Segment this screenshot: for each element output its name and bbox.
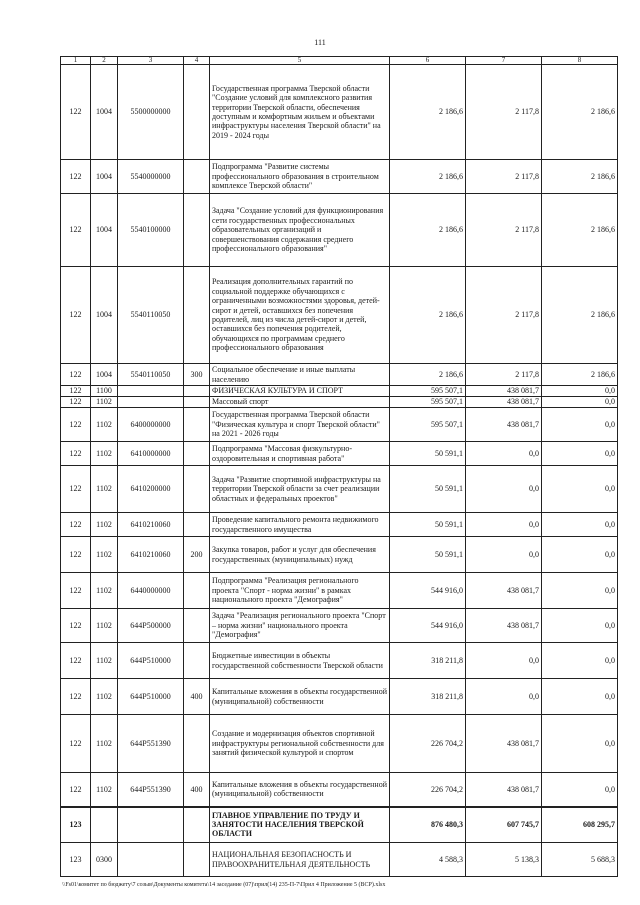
table-row	[61, 643, 618, 679]
table-row	[61, 773, 618, 807]
code-section: 1102	[91, 643, 118, 679]
table-row	[61, 267, 618, 364]
amount-col8: 2 186,6	[542, 160, 618, 194]
amount-col6: 595 507,1	[390, 408, 466, 442]
col-number: 3	[118, 57, 184, 65]
code-target: 644Р551390	[118, 715, 184, 773]
code-target: 644Р510000	[118, 643, 184, 679]
amount-col8: 0,0	[542, 466, 618, 513]
code-section: 1102	[91, 537, 118, 573]
code-target: 6400000000	[118, 408, 184, 442]
code-target: 5540110050	[118, 364, 184, 386]
code-expense-type	[184, 160, 210, 194]
code-expense-type	[184, 715, 210, 773]
amount-col6: 2 186,6	[390, 65, 466, 160]
col-number: 8	[542, 57, 618, 65]
item-name: Задача "Реализация регионального проекта "Спорт – норма жизни" национального проекта "Демография"	[210, 609, 390, 643]
code-section: 1102	[91, 513, 118, 537]
code-section: 1102	[91, 408, 118, 442]
code-expense-type	[184, 513, 210, 537]
item-name: ГЛАВНОЕ УПРАВЛЕНИЕ ПО ТРУДУ И ЗАНЯТОСТИ НАСЕЛЕНИЯ ТВЕРСКОЙ ОБЛАСТИ	[210, 807, 390, 843]
col-number: 1	[61, 57, 91, 65]
code-target: 6410200000	[118, 466, 184, 513]
code-admin: 122	[61, 386, 91, 397]
item-name: Социальное обеспечение и иные выплаты населению	[210, 364, 390, 386]
amount-col6: 50 591,1	[390, 442, 466, 466]
amount-col7: 438 081,7	[466, 773, 542, 807]
code-expense-type	[184, 194, 210, 267]
amount-col6: 595 507,1	[390, 397, 466, 408]
code-admin: 122	[61, 715, 91, 773]
amount-col6: 318 211,8	[390, 643, 466, 679]
item-name: Государственная программа Тверской области "Создание условий для комплексного развития территории Тверской области, обеспечения доступным и комфортным жильем и объектами инфраструктуры населения Тверской области" на 2019 - 2024 годы	[210, 65, 390, 160]
code-section: 0300	[91, 843, 118, 877]
amount-col7: 2 117,8	[466, 267, 542, 364]
code-admin: 122	[61, 679, 91, 715]
code-target	[118, 386, 184, 397]
code-section	[91, 807, 118, 843]
code-section: 1102	[91, 609, 118, 643]
code-expense-type	[184, 466, 210, 513]
code-admin: 122	[61, 194, 91, 267]
amount-col7: 0,0	[466, 442, 542, 466]
amount-col8: 0,0	[542, 537, 618, 573]
code-expense-type	[184, 643, 210, 679]
table-row	[61, 442, 618, 466]
amount-col8: 0,0	[542, 609, 618, 643]
amount-col7: 0,0	[466, 679, 542, 715]
amount-col8: 0,0	[542, 397, 618, 408]
code-admin: 122	[61, 466, 91, 513]
col-number: 2	[91, 57, 118, 65]
amount-col6: 544 916,0	[390, 573, 466, 609]
amount-col6: 50 591,1	[390, 466, 466, 513]
item-name: Проведение капитального ремонта недвижимого государственного имущества	[210, 513, 390, 537]
amount-col6: 595 507,1	[390, 386, 466, 397]
code-target: 6410210060	[118, 513, 184, 537]
item-name: Подпрограмма "Реализация регионального проекта "Спорт - норма жизни" в рамках национального проекта "Демография"	[210, 573, 390, 609]
amount-col8: 2 186,6	[542, 267, 618, 364]
code-section: 1004	[91, 194, 118, 267]
code-target: 5540100000	[118, 194, 184, 267]
table-row	[61, 160, 618, 194]
code-expense-type	[184, 843, 210, 877]
amount-col8: 0,0	[542, 715, 618, 773]
code-target	[118, 843, 184, 877]
item-name: Бюджетные инвестиции в объекты государственной собственности Тверской области	[210, 643, 390, 679]
amount-col7: 0,0	[466, 513, 542, 537]
item-name: Капитальные вложения в объекты государственной (муниципальной) собственности	[210, 679, 390, 715]
code-target: 6410210060	[118, 537, 184, 573]
amount-col8: 0,0	[542, 679, 618, 715]
code-section: 1004	[91, 65, 118, 160]
code-target	[118, 807, 184, 843]
code-expense-type: 200	[184, 537, 210, 573]
table-row	[61, 537, 618, 573]
amount-col7: 0,0	[466, 466, 542, 513]
code-admin: 122	[61, 65, 91, 160]
code-section: 1102	[91, 773, 118, 807]
amount-col8: 0,0	[542, 513, 618, 537]
table-row	[61, 364, 618, 386]
amount-col6: 544 916,0	[390, 609, 466, 643]
amount-col6: 876 480,3	[390, 807, 466, 843]
amount-col8: 2 186,6	[542, 364, 618, 386]
code-section: 1102	[91, 442, 118, 466]
code-admin: 122	[61, 643, 91, 679]
item-name: НАЦИОНАЛЬНАЯ БЕЗОПАСНОСТЬ И ПРАВООХРАНИТЕЛЬНАЯ ДЕЯТЕЛЬНОСТЬ	[210, 843, 390, 877]
amount-col6: 50 591,1	[390, 513, 466, 537]
table-row	[61, 386, 618, 397]
code-expense-type	[184, 386, 210, 397]
amount-col7: 5 138,3	[466, 843, 542, 877]
code-expense-type: 400	[184, 773, 210, 807]
table-row	[61, 397, 618, 408]
amount-col8: 0,0	[542, 573, 618, 609]
item-name: Капитальные вложения в объекты государственной (муниципальной) собственности	[210, 773, 390, 807]
code-admin: 122	[61, 513, 91, 537]
page-number: 111	[314, 38, 326, 47]
code-admin: 122	[61, 408, 91, 442]
code-admin: 122	[61, 573, 91, 609]
code-admin: 122	[61, 397, 91, 408]
amount-col6: 226 704,2	[390, 773, 466, 807]
code-section: 1004	[91, 267, 118, 364]
budget-table	[60, 56, 618, 877]
amount-col8: 5 688,3	[542, 843, 618, 877]
col-number: 5	[210, 57, 390, 65]
amount-col6: 2 186,6	[390, 267, 466, 364]
amount-col6: 2 186,6	[390, 160, 466, 194]
table-row	[61, 194, 618, 267]
amount-col8: 0,0	[542, 386, 618, 397]
amount-col7: 2 117,8	[466, 160, 542, 194]
code-target: 644Р551390	[118, 773, 184, 807]
item-name: Задача "Создание условий для функционирования сети государственных профессиональных образовательных организаций и совершенствования содержания среднего профессионального образования"	[210, 194, 390, 267]
item-name: Подпрограмма "Развитие системы профессионального образования в строительном комплексе Тверской области"	[210, 160, 390, 194]
table-row	[61, 513, 618, 537]
amount-col7: 0,0	[466, 643, 542, 679]
code-expense-type	[184, 807, 210, 843]
code-admin: 122	[61, 773, 91, 807]
code-target: 644Р500000	[118, 609, 184, 643]
amount-col8: 0,0	[542, 442, 618, 466]
table-row	[61, 65, 618, 160]
amount-col6: 2 186,6	[390, 364, 466, 386]
item-name: Реализация дополнительных гарантий по социальной поддержке обучающихся с ограниченными возможностями здоровья, детей-сирот и детей, оставшихся без попечения родителей, лиц из числа детей-сирот и детей, оставшихся без попечения родителей, обучающихся по программам среднего профессионального образования	[210, 267, 390, 364]
code-admin: 122	[61, 442, 91, 466]
code-expense-type	[184, 573, 210, 609]
amount-col6: 226 704,2	[390, 715, 466, 773]
code-admin: 122	[61, 364, 91, 386]
table-row	[61, 715, 618, 773]
column-number-row	[61, 57, 618, 65]
amount-col7: 438 081,7	[466, 397, 542, 408]
amount-col6: 4 588,3	[390, 843, 466, 877]
code-target: 5540000000	[118, 160, 184, 194]
amount-col8: 0,0	[542, 643, 618, 679]
amount-col7: 2 117,8	[466, 65, 542, 160]
amount-col8: 2 186,6	[542, 194, 618, 267]
table-row	[61, 807, 618, 843]
code-admin: 122	[61, 267, 91, 364]
code-admin: 123	[61, 807, 91, 843]
code-expense-type	[184, 397, 210, 408]
col-number: 4	[184, 57, 210, 65]
code-expense-type	[184, 609, 210, 643]
code-section: 1004	[91, 160, 118, 194]
amount-col7: 438 081,7	[466, 609, 542, 643]
amount-col7: 2 117,8	[466, 194, 542, 267]
amount-col6: 318 211,8	[390, 679, 466, 715]
code-section: 1102	[91, 715, 118, 773]
table-row	[61, 573, 618, 609]
amount-col7: 0,0	[466, 537, 542, 573]
table-row	[61, 843, 618, 877]
code-expense-type	[184, 408, 210, 442]
item-name: Закупка товаров, работ и услуг для обеспечения государственных (муниципальных) нужд	[210, 537, 390, 573]
amount-col6: 2 186,6	[390, 194, 466, 267]
item-name: Подпрограмма "Массовая физкультурно-оздоровительная и спортивная работа"	[210, 442, 390, 466]
item-name: Создание и модернизация объектов спортивной инфраструктуры региональной собственности для занятий физической культурой и спортом	[210, 715, 390, 773]
amount-col7: 438 081,7	[466, 573, 542, 609]
amount-col8: 0,0	[542, 773, 618, 807]
code-target: 6440000000	[118, 573, 184, 609]
table-row	[61, 408, 618, 442]
item-name: Массовый спорт	[210, 397, 390, 408]
amount-col8: 0,0	[542, 408, 618, 442]
code-expense-type	[184, 442, 210, 466]
amount-col8: 608 295,7	[542, 807, 618, 843]
amount-col7: 607 745,7	[466, 807, 542, 843]
code-target: 5500000000	[118, 65, 184, 160]
file-path-footer: \\Fs01\комитет по бюджету\7 созыв\Документы комитета\14 заседание (07)\прил(14) 235-П-7\Прил 4 Приложение 5 (ВСР).xlsx	[62, 882, 386, 888]
code-section: 1102	[91, 397, 118, 408]
code-target: 644Р510000	[118, 679, 184, 715]
code-expense-type: 400	[184, 679, 210, 715]
item-name: ФИЗИЧЕСКАЯ КУЛЬТУРА И СПОРТ	[210, 386, 390, 397]
code-target: 5540110050	[118, 267, 184, 364]
amount-col7: 2 117,8	[466, 364, 542, 386]
amount-col7: 438 081,7	[466, 408, 542, 442]
amount-col7: 438 081,7	[466, 386, 542, 397]
code-expense-type: 300	[184, 364, 210, 386]
code-expense-type	[184, 267, 210, 364]
amount-col7: 438 081,7	[466, 715, 542, 773]
table-row	[61, 466, 618, 513]
code-section: 1102	[91, 466, 118, 513]
amount-col8: 2 186,6	[542, 65, 618, 160]
table-row	[61, 679, 618, 715]
code-section: 1102	[91, 679, 118, 715]
col-number: 7	[466, 57, 542, 65]
code-section: 1100	[91, 386, 118, 397]
code-section: 1004	[91, 364, 118, 386]
code-section: 1102	[91, 573, 118, 609]
code-admin: 122	[61, 160, 91, 194]
table-row	[61, 609, 618, 643]
item-name: Государственная программа Тверской области "Физическая культура и спорт Тверской области" на 2021 - 2026 годы	[210, 408, 390, 442]
code-target	[118, 397, 184, 408]
amount-col6: 50 591,1	[390, 537, 466, 573]
col-number: 6	[390, 57, 466, 65]
code-admin: 122	[61, 537, 91, 573]
item-name: Задача "Развитие спортивной инфраструктуры на территории Тверской области за счет реализации областных и федеральных проектов"	[210, 466, 390, 513]
code-admin: 123	[61, 843, 91, 877]
code-target: 6410000000	[118, 442, 184, 466]
code-expense-type	[184, 65, 210, 160]
code-admin: 122	[61, 609, 91, 643]
